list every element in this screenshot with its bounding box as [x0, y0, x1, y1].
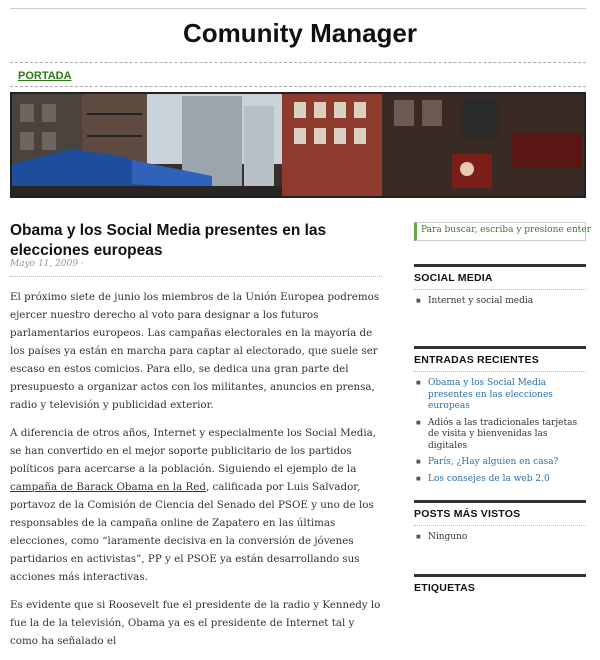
widget-recent-posts	[414, 346, 586, 490]
widget-title: POSTS MÁS VISTOS	[414, 500, 586, 520]
header-photo	[10, 92, 586, 198]
widget-title: SOCIAL MEDIA	[414, 264, 586, 284]
widget-divider	[414, 525, 586, 526]
list-item[interactable]: ■ Internet y social media	[414, 296, 586, 308]
top-divider	[10, 8, 586, 9]
recent-post-link[interactable]: ■ París, ¿Hay alguien en casa?	[414, 457, 586, 469]
widget-social-media	[414, 264, 586, 313]
post-date: Mayo 11, 2009 ·	[10, 259, 84, 269]
search-input[interactable]: Para buscar, escriba y presione enter	[414, 222, 586, 241]
site-title[interactable]: Comunity Manager	[182, 18, 418, 48]
widget-divider	[414, 289, 586, 290]
nav-portada-link[interactable]: PORTADA	[18, 70, 72, 82]
widget-title: ENTRADAS RECIENTES	[414, 346, 586, 366]
post-title[interactable]: Obama y los Social Media presentes en las elecciones europeas	[10, 222, 327, 259]
sidebar	[414, 222, 591, 594]
paragraph-3: Es evidente que si Roosevelt fue el presidente de la radio y Kennedy lo fue la de la televisión, Obama ya es el presidente de Internet tal y como ha señalado el	[10, 599, 381, 647]
paragraph-2	[10, 424, 382, 586]
obama-campaign-link[interactable]: campaña de Barack Obama en la Red	[10, 481, 206, 493]
widget-tags	[414, 574, 586, 594]
nav-divider	[10, 86, 586, 87]
list-item: ■ Ninguno	[414, 532, 586, 544]
widget-most-viewed	[414, 500, 586, 549]
recent-post-link[interactable]: ■ Obama y los Social Media presentes en las elecciones europeas	[414, 378, 586, 413]
meta-divider	[10, 276, 382, 277]
paragraph-2-start: A diferencia de otros años, Internet y especialmente los Social Media, se han convertido en el mejor soporte publicitario de los partidos políticos para acercarse a la población. Siguiendo el ejemplo de la	[10, 427, 377, 475]
post-content	[10, 288, 382, 660]
paragraph-1: El próximo siete de junio los miembros de la Unión Europea podremos ejercer nuestro derecho al voto para designar a los futuros parlamentarios europeos. Las campañas electorales en la mayoría de los países ya están en marcha para captar al electorado, que suele ser escaso en estos comicios. Para ello, se dedica una gran parte del presupuesto a organizar actos con los militantes, anuncios en prensa, radio y televisión y publicidad exterior.	[10, 291, 380, 411]
recent-post-link[interactable]: ■ Adiós a las tradicionales tarjetas de visita y bienvenidas las digitales	[414, 418, 586, 453]
widget-title: ETIQUETAS	[414, 574, 586, 594]
widget-divider	[414, 371, 586, 372]
recent-post-link[interactable]: ■ Los consejes de la web 2.0	[414, 474, 586, 486]
paragraph-2-end: , calificada por Luis Salvador, portavoz de la Comisión de Ciencia del Senado del PSOE y uno de los responsables de la campaña online de Zapatero en las últimas elecciones, como “laramente decisiva en la conversión de jóvenes partidarios en activistas”, PP y el PSOE ya están desarrollando sus acciones más interactivas.	[10, 481, 374, 583]
header-divider	[10, 62, 586, 63]
